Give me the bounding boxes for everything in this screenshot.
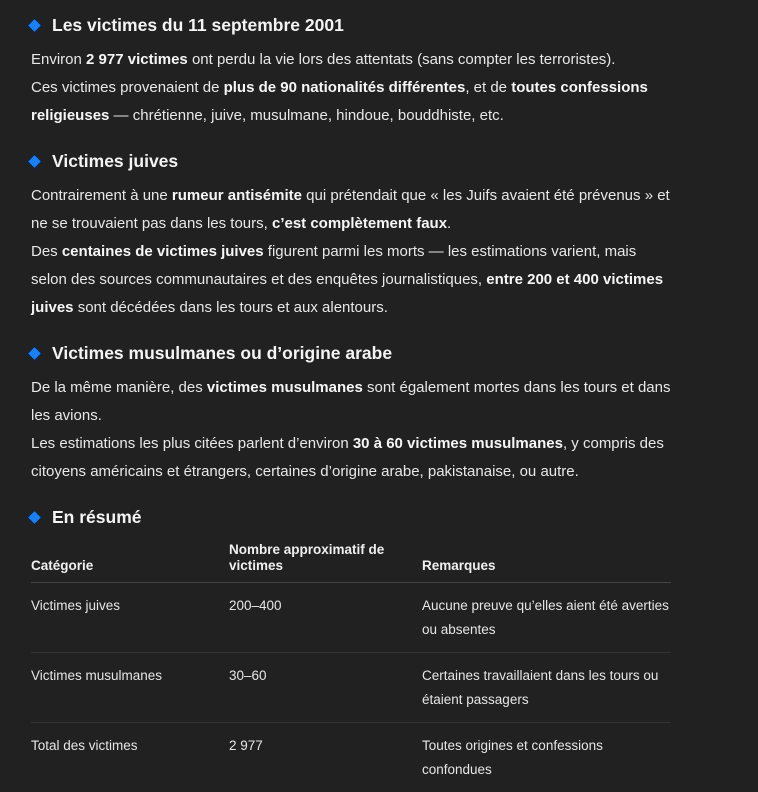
section-heading-text: Victimes musulmanes ou d’origine arabe: [52, 343, 392, 364]
cell-category: Total des victimes: [31, 723, 229, 792]
bold-emphasis: entre 200 et 400 victimes juives: [31, 271, 663, 316]
bold-emphasis: 30 à 60 victimes musulmanes: [353, 435, 563, 452]
cell-remarks: Certaines travaillaient dans les tours ou étaient passagers: [422, 653, 671, 723]
section-paragraph: De la même manière, des victimes musulmanes sont également mortes dans les tours et dans les avions. Les estimations les plus citées parlent d’environ 30 à 60 victimes musulmanes, y compris des citoyens américains et étrangers, certaines d’origine arabe, pakistanaise, ou autre.: [31, 374, 671, 486]
summary-table: [31, 538, 671, 792]
section-heading-text: En résumé: [52, 507, 141, 528]
column-header-category: Catégorie: [31, 538, 229, 583]
blue-diamond-icon: [27, 17, 43, 33]
bold-emphasis: rumeur antisémite: [172, 187, 302, 204]
blue-diamond-icon: [27, 345, 43, 361]
column-header-approx-count: Nombre approximatif de victimes: [229, 538, 422, 583]
bold-emphasis: c’est complètement faux: [272, 215, 447, 232]
bold-emphasis: victimes musulmanes: [207, 379, 363, 396]
bold-emphasis: 2 977 victimes: [86, 51, 188, 68]
section-paragraph: Contrairement à une rumeur antisémite qui prétendait que « les Juifs avaient été prévenus » et ne se trouvaient pas dans les tours, c’est complètement faux. Des centaines de victimes juives figurent parmi les morts — les estimations varient, mais selon des sources communautaires et des enquêtes journalistiques, entre 200 et 400 victimes juives sont décédées dans les tours et aux alentours.: [31, 182, 671, 322]
section-paragraph: Environ 2 977 victimes ont perdu la vie lors des attentats (sans compter les terroristes). Ces victimes provenaient de plus de 90 nationalités différentes, et de toutes confessions religieuses — chrétienne, juive, musulmane, hindoue, bouddhiste, etc.: [31, 46, 671, 130]
cell-count: 2 977: [229, 723, 422, 792]
table-row: [31, 723, 671, 792]
section-heading-text: Les victimes du 11 septembre 2001: [52, 15, 344, 36]
cell-category: Victimes juives: [31, 583, 229, 653]
section-heading-text: Victimes juives: [52, 151, 178, 172]
cell-count: 30–60: [229, 653, 422, 723]
cell-count: 200–400: [229, 583, 422, 653]
column-header-remarks: Remarques: [422, 538, 671, 583]
section-heading-jewish-victims: [26, 147, 178, 175]
section-heading-muslim-victims: [26, 339, 392, 367]
blue-diamond-icon: [27, 153, 43, 169]
cell-category: Victimes musulmanes: [31, 653, 229, 723]
bold-emphasis: plus de 90 nationalités différentes: [224, 79, 466, 96]
table-row: [31, 583, 671, 653]
cell-remarks: Aucune preuve qu’elles aient été averties ou absentes: [422, 583, 671, 653]
section-heading-summary: [26, 503, 141, 531]
bold-emphasis: centaines de victimes juives: [62, 243, 264, 260]
section-heading-victims-overview: [26, 11, 344, 39]
blue-diamond-icon: [27, 509, 43, 525]
bold-emphasis: toutes confessions religieuses: [31, 79, 648, 124]
table-header-row: [31, 538, 671, 583]
cell-remarks: Toutes origines et confessions confondues: [422, 723, 671, 792]
table-row: [31, 653, 671, 723]
